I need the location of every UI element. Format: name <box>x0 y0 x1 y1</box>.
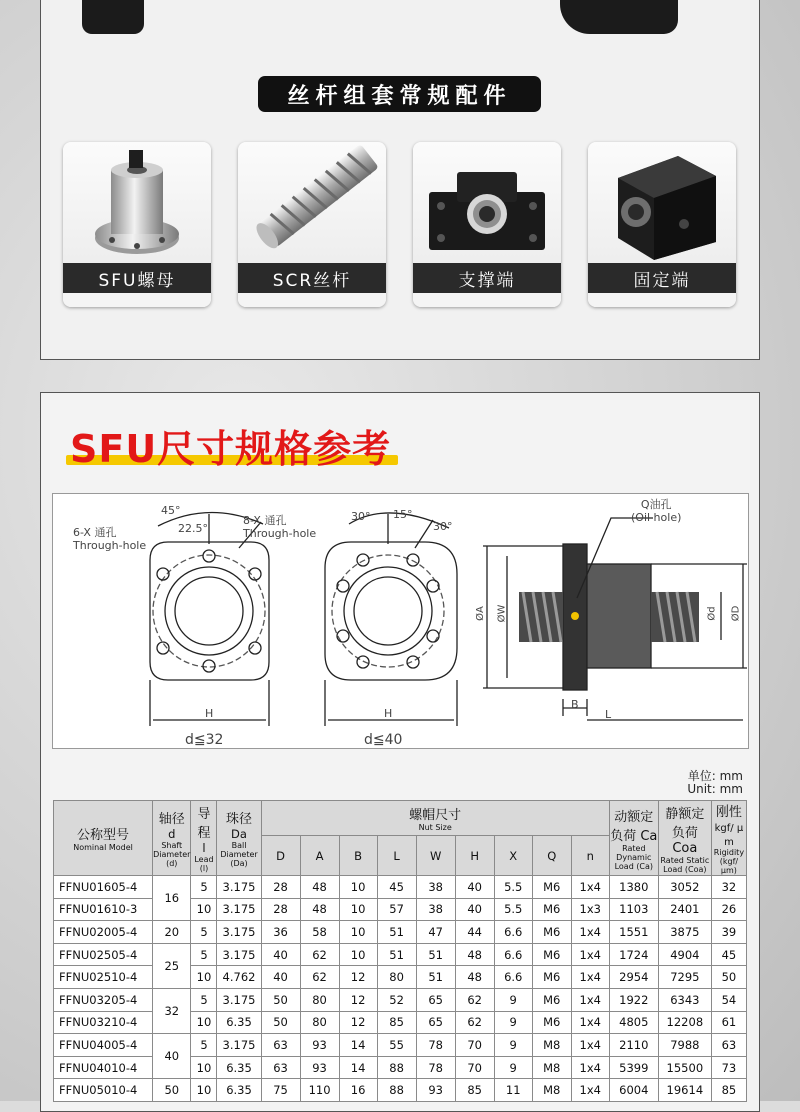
cell-coa: 7988 <box>658 1034 711 1057</box>
cell-ca: 2110 <box>609 1034 658 1057</box>
dimension-label: L <box>605 708 612 721</box>
cell-coa: 2401 <box>658 898 711 921</box>
cell-ca: 1922 <box>609 988 658 1011</box>
cell-coa: 15500 <box>658 1056 711 1079</box>
angle-label: 22.5° <box>178 522 208 535</box>
cell-W: 78 <box>416 1056 455 1079</box>
product-image-fragment-right <box>560 0 678 34</box>
cell-L: 51 <box>377 921 416 944</box>
cell-ca: 1380 <box>609 876 658 899</box>
cell-rig: 73 <box>711 1056 746 1079</box>
accessory-label: SCR丝杆 <box>238 263 386 293</box>
cell-shaft-diameter: 32 <box>153 988 191 1033</box>
cell-A: 80 <box>300 988 339 1011</box>
cell-rig: 63 <box>711 1034 746 1057</box>
accessory-label: 支撑端 <box>413 263 561 293</box>
cell-n: 1x4 <box>571 943 609 966</box>
cell-n: 1x4 <box>571 876 609 899</box>
cell-n: 1x4 <box>571 1011 609 1034</box>
dimension-diagram <box>52 493 749 749</box>
cell-shaft-diameter: 20 <box>153 921 191 944</box>
cell-Q: M8 <box>532 1056 571 1079</box>
cell-A: 48 <box>300 898 339 921</box>
cell-coa: 12208 <box>658 1011 711 1034</box>
cell-A: 48 <box>300 876 339 899</box>
cell-l: 5 <box>191 921 217 944</box>
cell-A: 80 <box>300 1011 339 1034</box>
accessory-card-sfu-nut[interactable] <box>63 142 211 307</box>
product-image-fragment-left <box>82 0 144 34</box>
cell-n: 1x3 <box>571 898 609 921</box>
cell-W: 93 <box>416 1079 455 1102</box>
cell-l: 10 <box>191 1056 217 1079</box>
cell-X: 9 <box>494 1056 532 1079</box>
cell-H: 40 <box>455 898 494 921</box>
cell-ca: 6004 <box>609 1079 658 1102</box>
cell-H: 62 <box>455 988 494 1011</box>
cell-L: 45 <box>377 876 416 899</box>
cell-D: 50 <box>261 1011 300 1034</box>
through-hole-label-left: 6-X 通孔 Through-hole <box>73 526 147 552</box>
cell-ca: 4805 <box>609 1011 658 1034</box>
header-dynamic-load: 动额定 负荷 Ca Rated Dynamic Load (Ca) <box>609 801 658 876</box>
cell-D: 28 <box>261 898 300 921</box>
table-row <box>54 921 747 944</box>
cell-X: 6.6 <box>494 943 532 966</box>
cell-X: 6.6 <box>494 921 532 944</box>
cell-da: 3.175 <box>217 1034 261 1057</box>
cell-rig: 39 <box>711 921 746 944</box>
cell-rig: 50 <box>711 966 746 989</box>
cell-W: 38 <box>416 876 455 899</box>
cell-da: 3.175 <box>217 943 261 966</box>
table-row <box>54 988 747 1011</box>
cell-ca: 1103 <box>609 898 658 921</box>
cell-Q: M6 <box>532 921 571 944</box>
cell-model: FFNU02510-4 <box>54 966 153 989</box>
cell-da: 3.175 <box>217 876 261 899</box>
cell-model: FFNU02505-4 <box>54 943 153 966</box>
cell-W: 65 <box>416 988 455 1011</box>
cell-D: 75 <box>261 1079 300 1102</box>
oil-hole-label: Q油孔 (Oil hole) <box>631 498 682 524</box>
cell-B: 12 <box>339 1011 377 1034</box>
cell-l: 10 <box>191 1011 217 1034</box>
cell-B: 12 <box>339 988 377 1011</box>
cell-rig: 54 <box>711 988 746 1011</box>
table-row <box>54 943 747 966</box>
cell-coa: 7295 <box>658 966 711 989</box>
cell-B: 14 <box>339 1034 377 1057</box>
angle-label: 30° <box>351 510 371 523</box>
cell-H: 48 <box>455 966 494 989</box>
angle-label: 45° <box>161 504 181 517</box>
cell-coa: 3875 <box>658 921 711 944</box>
cell-ca: 1724 <box>609 943 658 966</box>
cell-rig: 61 <box>711 1011 746 1034</box>
cell-Q: M6 <box>532 1011 571 1034</box>
cell-rig: 32 <box>711 876 746 899</box>
cell-B: 10 <box>339 921 377 944</box>
cell-L: 52 <box>377 988 416 1011</box>
cell-H: 70 <box>455 1056 494 1079</box>
cell-n: 1x4 <box>571 1034 609 1057</box>
cell-ca: 2954 <box>609 966 658 989</box>
screw-shaft-icon <box>238 142 386 262</box>
dimension-label: ØD <box>730 605 742 622</box>
accessory-label: 固定端 <box>588 263 736 293</box>
cell-coa: 4904 <box>658 943 711 966</box>
cell-X: 6.6 <box>494 966 532 989</box>
table-row <box>54 1034 747 1057</box>
cell-model: FFNU05010-4 <box>54 1079 153 1102</box>
dimension-h-label: H <box>384 707 393 720</box>
cell-H: 62 <box>455 1011 494 1034</box>
cell-B: 12 <box>339 966 377 989</box>
cell-n: 1x4 <box>571 921 609 944</box>
cell-model: FFNU04010-4 <box>54 1056 153 1079</box>
cell-W: 38 <box>416 898 455 921</box>
cell-Q: M6 <box>532 988 571 1011</box>
cell-da: 3.175 <box>217 988 261 1011</box>
cell-X: 9 <box>494 1034 532 1057</box>
angle-label: 15° <box>393 508 413 521</box>
cell-A: 62 <box>300 966 339 989</box>
cell-X: 9 <box>494 1011 532 1034</box>
cell-L: 51 <box>377 943 416 966</box>
accessories-banner: 丝杆组套常规配件 <box>258 76 541 112</box>
spec-table <box>53 800 747 1102</box>
cell-Q: M6 <box>532 966 571 989</box>
cell-B: 10 <box>339 898 377 921</box>
accessory-card-screw-shaft[interactable] <box>238 142 386 307</box>
spec-title: SFU尺寸规格参考 <box>70 427 392 471</box>
cell-coa: 6343 <box>658 988 711 1011</box>
cell-ca: 5399 <box>609 1056 658 1079</box>
cell-Q: M8 <box>532 1079 571 1102</box>
cell-L: 88 <box>377 1056 416 1079</box>
cell-n: 1x4 <box>571 1079 609 1102</box>
cell-shaft-diameter: 16 <box>153 876 191 921</box>
cell-l: 10 <box>191 966 217 989</box>
accessory-label: SFU螺母 <box>63 263 211 293</box>
table-row <box>54 1079 747 1102</box>
cell-L: 88 <box>377 1079 416 1102</box>
cell-X: 11 <box>494 1079 532 1102</box>
cell-A: 62 <box>300 943 339 966</box>
cell-da: 6.35 <box>217 1011 261 1034</box>
dimension-h-label: H <box>205 707 214 720</box>
header-lead: 导程 l Lead (l) <box>191 801 217 876</box>
cell-L: 55 <box>377 1034 416 1057</box>
cell-da: 4.762 <box>217 966 261 989</box>
unit-note: 单位: mm Unit: mm <box>687 769 743 796</box>
table-row <box>54 876 747 899</box>
cell-rig: 85 <box>711 1079 746 1102</box>
cell-model: FFNU01610-3 <box>54 898 153 921</box>
cell-Q: M6 <box>532 876 571 899</box>
cell-H: 44 <box>455 921 494 944</box>
cell-D: 36 <box>261 921 300 944</box>
dimension-label: ØA <box>474 606 486 621</box>
cell-A: 93 <box>300 1034 339 1057</box>
cell-da: 3.175 <box>217 921 261 944</box>
cell-Q: M6 <box>532 943 571 966</box>
cell-W: 78 <box>416 1034 455 1057</box>
cell-X: 5.5 <box>494 876 532 899</box>
dimension-label: B <box>571 698 579 711</box>
cell-coa: 19614 <box>658 1079 711 1102</box>
cell-W: 51 <box>416 966 455 989</box>
cell-model: FFNU04005-4 <box>54 1034 153 1057</box>
cell-Q: M8 <box>532 1034 571 1057</box>
cell-rig: 26 <box>711 898 746 921</box>
cell-l: 10 <box>191 1079 217 1102</box>
cell-W: 51 <box>416 943 455 966</box>
header-ball: 珠径 Da Ball Diameter (Da) <box>217 801 261 876</box>
support-block-icon <box>413 142 561 262</box>
caption-middle: d≦40 <box>364 732 403 748</box>
dimension-label: ØW <box>496 604 508 623</box>
cell-da: 6.35 <box>217 1079 261 1102</box>
cell-da: 3.175 <box>217 898 261 921</box>
cell-W: 65 <box>416 1011 455 1034</box>
cell-X: 5.5 <box>494 898 532 921</box>
cell-shaft-diameter: 25 <box>153 943 191 988</box>
header-model: 公称型号 Nominal Model <box>54 801 153 876</box>
caption-left: d≦32 <box>185 732 224 748</box>
spec-table-body <box>54 876 747 1102</box>
cell-L: 80 <box>377 966 416 989</box>
nut-subheader-row: D A B L W H X Q n <box>54 836 747 876</box>
angle-label: 30° <box>433 520 453 533</box>
cell-B: 10 <box>339 943 377 966</box>
ball-nut-icon <box>63 142 211 262</box>
cell-n: 1x4 <box>571 966 609 989</box>
cell-D: 63 <box>261 1056 300 1079</box>
cell-X: 9 <box>494 988 532 1011</box>
cell-D: 63 <box>261 1034 300 1057</box>
cell-n: 1x4 <box>571 1056 609 1079</box>
fixed-block-icon <box>588 142 736 262</box>
cell-A: 58 <box>300 921 339 944</box>
cell-H: 48 <box>455 943 494 966</box>
cell-ca: 1551 <box>609 921 658 944</box>
cell-H: 70 <box>455 1034 494 1057</box>
cell-L: 85 <box>377 1011 416 1034</box>
accessory-card-fixed-block[interactable] <box>588 142 736 307</box>
cell-da: 6.35 <box>217 1056 261 1079</box>
cell-A: 110 <box>300 1079 339 1102</box>
cell-l: 5 <box>191 988 217 1011</box>
cell-l: 5 <box>191 876 217 899</box>
cell-A: 93 <box>300 1056 339 1079</box>
cell-n: 1x4 <box>571 988 609 1011</box>
cell-B: 14 <box>339 1056 377 1079</box>
cell-Q: M6 <box>532 898 571 921</box>
header-shaft: 轴径 d Shaft Diameter (d) <box>153 801 191 876</box>
cell-D: 40 <box>261 943 300 966</box>
cell-coa: 3052 <box>658 876 711 899</box>
cell-L: 57 <box>377 898 416 921</box>
cell-rig: 45 <box>711 943 746 966</box>
cell-l: 10 <box>191 898 217 921</box>
cell-D: 50 <box>261 988 300 1011</box>
cell-shaft-diameter: 40 <box>153 1034 191 1079</box>
cell-l: 5 <box>191 943 217 966</box>
cell-B: 10 <box>339 876 377 899</box>
accessory-card-support-block[interactable] <box>413 142 561 307</box>
cell-H: 40 <box>455 876 494 899</box>
dimension-label: Ød <box>706 606 718 621</box>
cell-model: FFNU03210-4 <box>54 1011 153 1034</box>
cell-l: 5 <box>191 1034 217 1057</box>
cell-model: FFNU02005-4 <box>54 921 153 944</box>
cell-D: 40 <box>261 966 300 989</box>
header-rigidity: 刚性 kgf/ μ m Rigidity (kgf/ μm) <box>711 801 746 876</box>
cell-model: FFNU03205-4 <box>54 988 153 1011</box>
cell-H: 85 <box>455 1079 494 1102</box>
through-hole-label-middle: 8-X 通孔 Through-hole <box>243 514 317 540</box>
header-nut-size: 螺帽尺寸 Nut Size <box>261 801 609 836</box>
cell-W: 47 <box>416 921 455 944</box>
cell-D: 28 <box>261 876 300 899</box>
cell-model: FFNU01605-4 <box>54 876 153 899</box>
cell-B: 16 <box>339 1079 377 1102</box>
header-static-load: 静额定 负荷 Coa Rated Static Load (Coa) <box>658 801 711 876</box>
cell-shaft-diameter: 50 <box>153 1079 191 1102</box>
